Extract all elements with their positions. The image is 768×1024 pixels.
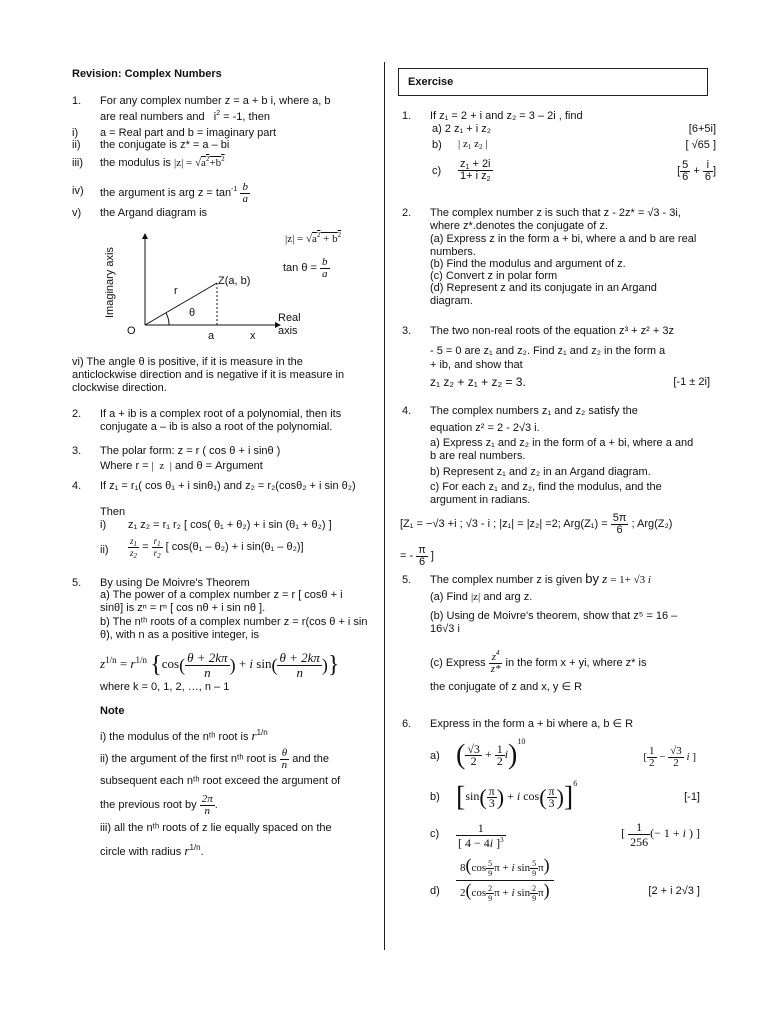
exercise-title: Exercise: [408, 76, 454, 88]
item-mark: iv): [72, 185, 84, 197]
expression: $\frac{z_1 + 2i}{1+ i z_2}$: [460, 157, 491, 183]
nth-root-formula: $z^{1/n} = r^{1/n}$ {cos( $\frac{\theta + 2k\pi}{n}$ ) + i sin( $\frac{\theta + 2k\pi}{n}$ )}: [100, 649, 340, 680]
answer: [-1]: [684, 791, 700, 803]
item-text: The complex numbers z₁ and z₂ satisfy the: [430, 405, 638, 417]
item-text: z₁ z₂ + z₁ + z₂ = 3.: [430, 375, 526, 389]
answer: [ $\frac{1}{2}$ − $\frac{√3}{2}$ i ]: [643, 744, 696, 769]
item-text: (b) Using de Moivre's theorem, show that z⁵ = 16 – 16√3 i: [430, 610, 678, 635]
item-text: a = Real part and b = imaginary part: [100, 127, 277, 139]
item-text: The complex number z is given by z = 1+ √3 i: [430, 571, 651, 586]
argument-formula: the argument is arg $z = \tan^{-1}$ $\frac{b}{a}$: [100, 180, 248, 205]
item-mark: b): [432, 139, 442, 151]
a-label: a: [208, 330, 215, 342]
angle-note: vi) The angle θ is positive, if it is measure in the anticlockwise direction and is negative if it is measure in clockwise direction.: [72, 356, 345, 394]
item-text: a) Express z₁ and z₂ in the form of a + bi, where a and b are real numbers.: [430, 437, 694, 462]
item-text: By using De Moivre's Theorem: [100, 577, 250, 589]
item-text: a) The power of a complex number z = r [ cosθ + i sinθ] is zⁿ = rⁿ [ cos nθ + i sin nθ ].: [100, 589, 343, 614]
item-text: Then: [100, 506, 126, 518]
item-text: b) Represent z₁ and z₂ in an Argand diagram.: [430, 466, 651, 478]
note-item: the previous root by $\frac{2\pi}{n}$ .: [100, 792, 218, 817]
point-label: Z(a, b): [218, 275, 251, 287]
item-text: (b) Find the modulus and argument of z.: [430, 258, 626, 270]
item-text: c) For each z₁ and z₂, find the modulus, and the argument in radians.: [430, 481, 662, 506]
item-text: For any complex number z = a + b i, where a, b: [100, 95, 331, 107]
item-mark: a): [430, 750, 440, 762]
column-divider: [384, 62, 385, 950]
expression: ( $\frac{√3}{2}$ + $\frac{1}{2}$ i)$^{10}$: [456, 737, 526, 771]
item-text: where k = 0, 1, 2, …, n – 1: [100, 681, 230, 693]
item-text: + ib, and show that: [430, 359, 523, 371]
item-text: equation z² = 2 - 2√3 i.: [430, 422, 540, 434]
item-text: the conjugate is z* = a – bi: [100, 139, 230, 151]
answer: [-1 ± 2i]: [673, 376, 710, 388]
imaginary-axis-label: Imaginary axis: [104, 247, 116, 318]
item-text: the conjugate of z and x, y ∈ R: [430, 681, 583, 693]
product-formula: z₁ z₂ = r₁ r₂ [ cos( θ₁ + θ₂) + i sin (θ₁ + θ₂) ]: [128, 519, 332, 531]
item-mark: d): [430, 885, 440, 897]
item-number: 3.: [402, 325, 412, 337]
answer: = - $\frac{\pi}{6}$ ]: [400, 543, 434, 568]
item-text: (c) Express $\frac{z^4}{z*}$ in the form x + yi, where z* is: [430, 648, 647, 675]
item-number: 5.: [402, 574, 412, 586]
expression: [sin( $\frac{\pi}{3}$ ) + i cos( $\frac{\pi}{3}$ )]$^6$: [456, 779, 578, 813]
item-number: 5.: [72, 577, 82, 589]
item-mark: iii): [72, 157, 83, 169]
answer: [6+5i]: [688, 123, 716, 135]
note-item: ii) the argument of the first nᵗʰ root is $\frac{\theta}{n}$ and the: [100, 746, 329, 771]
y-axis-arrow-icon: [142, 233, 148, 239]
item-mark: c): [432, 165, 442, 177]
section-title: Revision: Complex Numbers: [72, 68, 222, 80]
origin-label: O: [127, 325, 136, 337]
note-item: circle with radius $r^{1/n}$.: [100, 843, 204, 858]
expression: 8(cos $\frac{5}{9}$ π + i sin $\frac{5}{9}$ π) 2(cos $\frac{2}{9}$ π + i sin $\frac{2}{9}$ π): [456, 856, 554, 905]
note-item: iii) all the nᵗʰ roots of z lie equally spaced on the: [100, 822, 332, 834]
quotient-formula: $\frac{z_1}{z_2}$ = $\frac{r_1}{r_2}$ [ cos(θ₁ – θ₂) + i sin(θ₁ – θ₂)]: [130, 535, 304, 560]
item-number: 1.: [72, 95, 82, 107]
item-mark: v): [72, 207, 82, 219]
item-text: (c) Convert z in polar form: [430, 270, 558, 282]
item-text: (d) Represent z and its conjugate in an Argand diagram.: [430, 282, 657, 307]
answer: [ √65 ]: [685, 139, 716, 151]
item-number: 4.: [72, 480, 82, 492]
answer: [Z₁ = −√3 +i ; √3 - i ; |z₁| = |z₂| =2; Arg(Z₁) = $\frac{5\pi}{6}$ ; Arg(Z₂): [400, 511, 673, 536]
item-text: (a) Find |z| and arg z.: [430, 591, 533, 603]
answer: [ $\frac{5}{6}$ + $\frac{i}{6}$ ]: [677, 158, 716, 183]
item-text: b) The nᵗʰ roots of a complex number z = r(cos θ + i sin θ), with n as a positive integer, is: [100, 616, 368, 641]
item-text: The two non-real roots of the equation z³ + z² + 3z: [430, 325, 674, 337]
theta-label: θ: [189, 307, 196, 319]
item-text: Express in the form a + bi where a, b ∈ R: [430, 718, 634, 730]
item-text: The complex number z is such that z - 2z* = √3 - 3i, where z*.denotes the conjugate of z.: [430, 207, 681, 232]
expression: | $z_1$ $z_2$ |: [458, 138, 488, 151]
item-number: 2.: [402, 207, 412, 219]
diagram-modulus-formula: $|z| = √a^2 + b^2$: [285, 231, 342, 245]
item-number: 2.: [72, 408, 82, 420]
modulus-formula: the modulus is $|z| = √a^2+b^2$: [100, 155, 225, 169]
item-text: the Argand diagram is: [100, 207, 208, 219]
diagram-tan-formula: tan θ = $\frac{b}{a}$: [283, 255, 328, 280]
item-mark: i): [72, 127, 79, 139]
r-label: r: [174, 285, 178, 297]
item-mark: ii): [100, 544, 109, 556]
note-item: subsequent each nᵗʰ root exceed the argument of: [100, 775, 341, 787]
polar-form: The polar form: z = r ( cos θ + i sinθ ): [100, 445, 281, 457]
answer: [ $\frac{1}{256}$ (− 1 + i ) ]: [621, 819, 700, 849]
item-text: (a) Express z in the form a + bi, where a and b are real numbers.: [430, 233, 697, 258]
item-mark: ii): [72, 139, 81, 151]
polar-form-where: Where r = | z | and θ = Argument: [100, 460, 263, 472]
item-text: - 5 = 0 are z₁ and z₂. Find z₁ and z₂ in the form a: [430, 345, 666, 357]
expression: $\frac{1}{[ 4 - 4i ]^3}$: [458, 820, 504, 850]
item-text: a) 2 z₁ + i z₂: [432, 123, 492, 135]
item-text: are real numbers and $i^2 = -1$, then: [100, 110, 270, 123]
item-mark: c): [430, 828, 440, 840]
item-text: If z₁ = r₁( cos θ₁ + i sinθ₁) and z₂ = r₂(cosθ₂ + i sin θ₂): [100, 480, 356, 492]
x-label: x: [250, 330, 256, 342]
item-text: If a + ib is a complex root of a polynomial, then its conjugate a – ib is also a root of the polynomial.: [100, 408, 342, 433]
note-item: i) the modulus of the nᵗʰ root is $r^{1/n}$: [100, 728, 268, 743]
item-text: If z₁ = 2 + i and z₂ = 3 – 2i , find: [430, 110, 583, 122]
item-number: 3.: [72, 445, 82, 457]
item-number: 6.: [402, 718, 412, 730]
answer: [2 + i 2√3 ]: [648, 885, 700, 897]
item-mark: i): [100, 519, 107, 531]
modulus-line: [145, 283, 217, 325]
item-number: 1.: [402, 110, 412, 122]
real-axis-label: Real axis: [278, 312, 301, 337]
note-heading: Note: [100, 705, 125, 717]
item-mark: b): [430, 791, 440, 803]
item-number: 4.: [402, 405, 412, 417]
angle-arc: [166, 313, 169, 325]
